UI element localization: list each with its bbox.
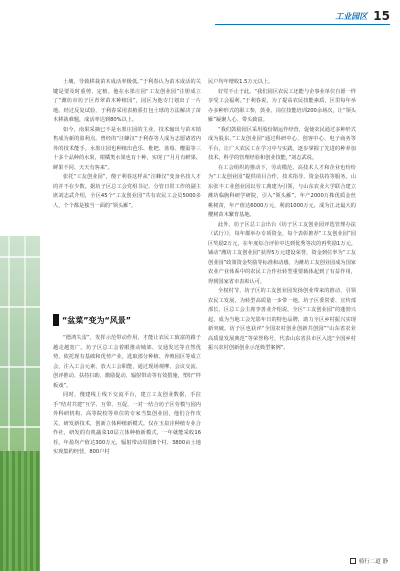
header-rule	[215, 24, 390, 25]
paragraph: 如今，南果采摘已不是水墨庄园的主业，技术输出与苗木销售成为新的盈利点。曾经的“汪蜂汉”于利春等人成为志愿诸省内外的技术能手。水墨庄园也种植出芭乐、枇杷、蓝莓、樱温等三十多个品种的水果，柑橘类水果也有十种，实现了“月月有鲜果、鲜果不同、天天有客来”。	[53, 126, 201, 171]
page-number: 15	[373, 9, 390, 23]
left-column	[53, 78, 201, 211]
paragraph: 张托“工友创业园”，傻子利春这样从“汪蜂汉”变身名技人才的并不在少数。据坊子区总工会党组书记、分管日常工作的副主席刘志武介绍，全区45个“工友创业园”共有农民工会员5000多人，个个都是独当一面的“领头雁”。	[53, 174, 201, 209]
subheading	[53, 314, 201, 326]
paragraph: “德鸿失雷”，发挥示范带动作用，才能让农民工致富的路子越走越宽广。坊子区总工会着眼推动城郊、交通发达等自然优势，依托现有基础和优势产业，选取部分种植、养殖园区等成立会，注入工会元素，放大工会职能，通过现场观摩、会议交流、创评推动、扶持扫助、激励促动、辐射带动等有效措施，塑好“样板戏”。	[53, 335, 201, 389]
subheading-text: “盆菜”变为“风景”	[62, 315, 132, 325]
paragraph: 土壤，导致移栽苗木成活率极低。”于利春认为苗木成活的关键是要及时重剪、定植。他在水墨庄园“工友创业园”注册成立了“潍坊市坊子区青翠苗木种植园”，园区为他专门划出了一片地。经过反复试验，于利春采用表植骄打包土球的方法解决了苗木移栽难题，成活率达到80%以上。	[53, 79, 201, 123]
paragraph: 同时，傻建线上线下交流平台，建立工友创业数据，手拉手“结对共建”互学、互带、互促，一对一结合坊子区劳模与园内外科研机构、高等院校等单位的专家当集创业园，他们合作攻关，研发新技术，创新立体种植新模式。仅在玉泉洼种植专业合作社，研发的有机蔬菜10层立体种植新模式，一年就能采收16茬，年盈均产值达300万元，辐射带动周围8个村、3800亩土地实现集约经营，800户村	[53, 392, 201, 455]
paragraph: 在工会组织的推动下，劳动模范、高技术人才和企业也纷纷为“工友创业园”提供项目合作，技术指导、资金扶持等服务。山东张丰工业创业园以劳工典建为引领，与山东农业大学联合建立潍坊临朐科研学研院，引入“领头雁”。年产2000万株优质金丝桃树苗，年产值达6000万元，利润1000万元，成为江北最大的樱树苗木繁育基地。	[208, 164, 356, 218]
page-footer	[350, 557, 388, 565]
footer-label: 骑行二道 静	[358, 559, 388, 565]
greenhouse-photo	[0, 236, 40, 571]
paragraph: 此外，坊子区总工会出台《坊子区工友创业园评选管理办法（试行）》，每年都举办专项资金，每个表彰推荐“工友创业园”园区奖励2万元，在年度综合评价中达到优秀等次的再奖励1万元。铺动“潍坊工友创业园”获得5万元建设荣誉，资金到位率为“工友创业园”政策资金奖励等标准和动感，为潍坊工友创业园成为国家农业产业体系中的农民工合作社转型重要载体起到了有益作用，得到国家省市表彰认可。	[208, 221, 356, 285]
left-column-lower	[53, 334, 201, 458]
paragraph: 全权村节，坊子区的工友创业园发扬创业带来的推动、引领农民工发展，为转型高质量一步带一地，坊子区委常委、宣传部部长、区总工会主席李善业介绍说，全区“工友创业园”的蓬勃兴起，成为当地工会光影年日的特色品牌，助力全区乡村振兴实现新突破。坊子区也获评“全国农村创业创新共创园”“山东省农业高质量发展典范”等荣誉称号，代表山东省县市区入选“全国乡村振兴农村创新创业示范典型案例”。	[208, 288, 356, 351]
subheading-mark	[53, 314, 59, 326]
footer-box-icon	[350, 558, 356, 564]
paragraph: 好党不止于此。“我们园区农民工还能与企事业单位自愿一样享受工会福利。”于利春说，为了提高农民技能素质，区里每年举办多种形式的职工参，鼓业、岗位技能培训200余场次，让“领头雁”凝聚人心、带头致富。	[208, 88, 356, 123]
paragraph: 民户均年增收1.5万元以上。	[208, 79, 274, 85]
right-column	[208, 78, 356, 354]
page-header	[335, 9, 390, 23]
section-tag: 工业园区	[335, 11, 368, 21]
paragraph: “我们鼓励园区采用股份制运作经营，促使农民通过多种形式成为股东。”工友创业园“通过科研中心、创客中心、电子商务等平台，让广大农民工在学习中与实践，逐步掌握了先进的种养加技术，科学的管理经验和创业技能，”刘志武说。	[208, 126, 356, 161]
